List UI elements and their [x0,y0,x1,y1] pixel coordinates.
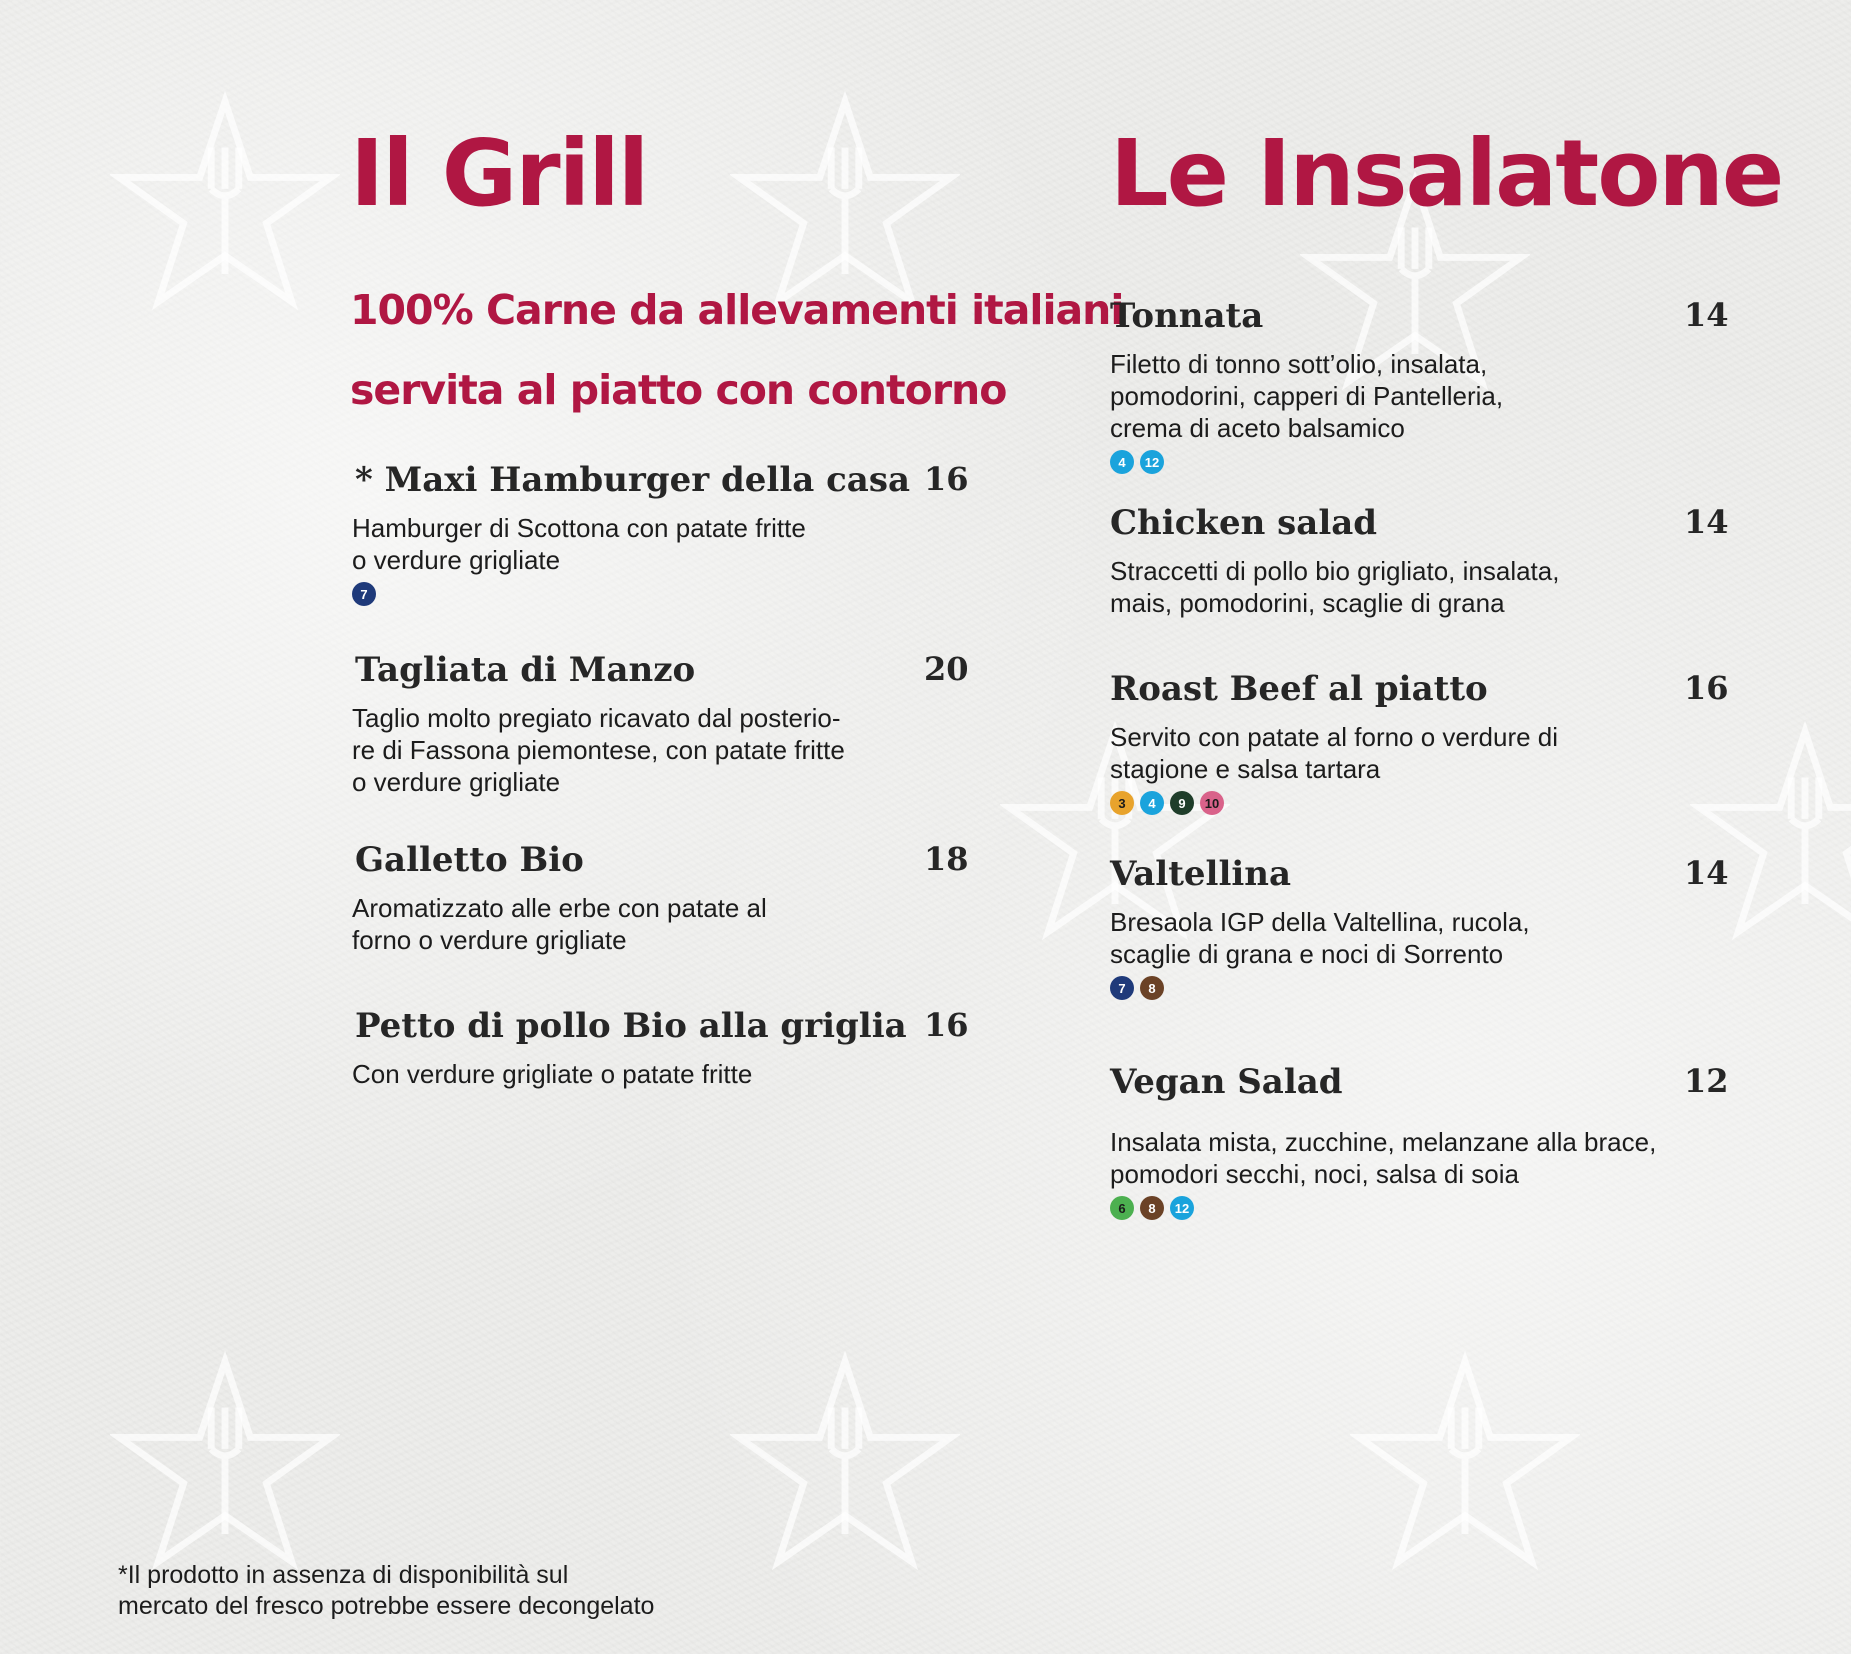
footnote-line: mercato del fresco potrebbe essere decongelato [118,1592,655,1620]
allergen-badge: 8 [1140,1196,1164,1220]
description-line: Hamburger di Scottona con patate fritte [352,513,806,543]
fork-star-icon [730,1350,960,1585]
menu-item-name: Tonnata [1110,296,1264,336]
allergen-badge: 9 [1170,791,1194,815]
allergen-badges [1110,791,1224,815]
fork-star-icon [110,90,340,325]
allergen-badge: 8 [1140,976,1164,1000]
menu-item-price: 16 [924,460,969,498]
description-line: o verdure grigliate [352,767,561,797]
menu-item-name: Valtellina [1110,854,1292,894]
menu-item-description [1110,721,1558,785]
description-line: Filetto di tonno sott’olio, insalata, [1110,349,1488,379]
description-line: Insalata mista, zucchine, melanzane alla brace, [1110,1127,1657,1157]
menu-item-price: 20 [924,650,969,688]
allergen-badge: 7 [352,582,376,606]
allergen-badges [352,582,376,606]
description-line: crema di aceto balsamico [1110,413,1405,443]
menu-item-name: Vegan Salad [1110,1062,1343,1102]
menu-item-description [1110,348,1503,444]
description-line: pomodorini, capperi di Pantelleria, [1110,381,1504,411]
menu-item-price: 16 [1684,669,1729,707]
description-line: pomodori secchi, noci, salsa di soia [1110,1159,1519,1189]
insalatone-title: Le Insalatone [1110,120,1783,227]
allergen-badges [1110,450,1164,474]
footnote [118,1560,654,1622]
description-line: Bresaola IGP della Valtellina, rucola, [1110,907,1530,937]
menu-item-description [352,702,845,798]
description-line: mais, pomodorini, scaglie di grana [1110,588,1505,618]
allergen-badge: 4 [1140,791,1164,815]
description-line: Con verdure grigliate o patate fritte [352,1059,753,1089]
menu-item-description [352,892,767,956]
menu-item-price: 18 [924,840,969,878]
menu-item-description [1110,555,1559,619]
menu-item-description [1110,1126,1656,1190]
description-line: Aromatizzato alle erbe con patate al [352,893,767,923]
menu-item-price: 14 [1684,503,1729,541]
tagline-line: servita al piatto con contorno [350,366,1007,414]
menu-item-name: Tagliata di Manzo [355,650,696,690]
fork-star-icon [1350,1350,1580,1585]
menu-item-description [352,512,806,576]
menu-item-price: 14 [1684,296,1729,334]
allergen-badge: 12 [1170,1196,1194,1220]
allergen-badge: 12 [1140,450,1164,474]
allergen-badge: 6 [1110,1196,1134,1220]
allergen-badge: 7 [1110,976,1134,1000]
allergen-badge: 10 [1200,791,1224,815]
description-line: forno o verdure grigliate [352,925,627,955]
description-line: o verdure grigliate [352,545,561,575]
footnote-line: *Il prodotto in assenza di disponibilità sul [118,1561,569,1589]
menu-item-name: * Maxi Hamburger della casa [355,460,911,500]
menu-item-price: 12 [1684,1062,1729,1100]
fork-star-icon [110,1350,340,1585]
allergen-badge: 3 [1110,791,1134,815]
menu-item-name: Galletto Bio [355,840,584,880]
allergen-badge: 4 [1110,450,1134,474]
menu-item-description [352,1058,752,1090]
grill-tagline [350,270,1123,430]
menu-item-name: Roast Beef al piatto [1110,669,1488,709]
menu-item-name: Petto di pollo Bio alla griglia [355,1006,907,1046]
description-line: Servito con patate al forno o verdure di [1110,722,1559,752]
menu-item-price: 14 [1684,854,1729,892]
description-line: scaglie di grana e noci di Sorrento [1110,939,1504,969]
menu-item-price: 16 [924,1006,969,1044]
allergen-badges [1110,1196,1194,1220]
menu-item-description [1110,906,1530,970]
tagline-line: 100% Carne da allevamenti italiani [350,286,1124,334]
description-line: Taglio molto pregiato ricavato dal posterio- [352,703,841,733]
description-line: re di Fassona piemontese, con patate fritte [352,735,845,765]
description-line: Straccetti di pollo bio grigliato, insalata, [1110,556,1560,586]
menu-item-name: Chicken salad [1110,503,1378,543]
description-line: stagione e salsa tartara [1110,754,1381,784]
allergen-badges [1110,976,1164,1000]
fork-star-icon [1690,720,1851,955]
grill-title: Il Grill [350,120,648,227]
